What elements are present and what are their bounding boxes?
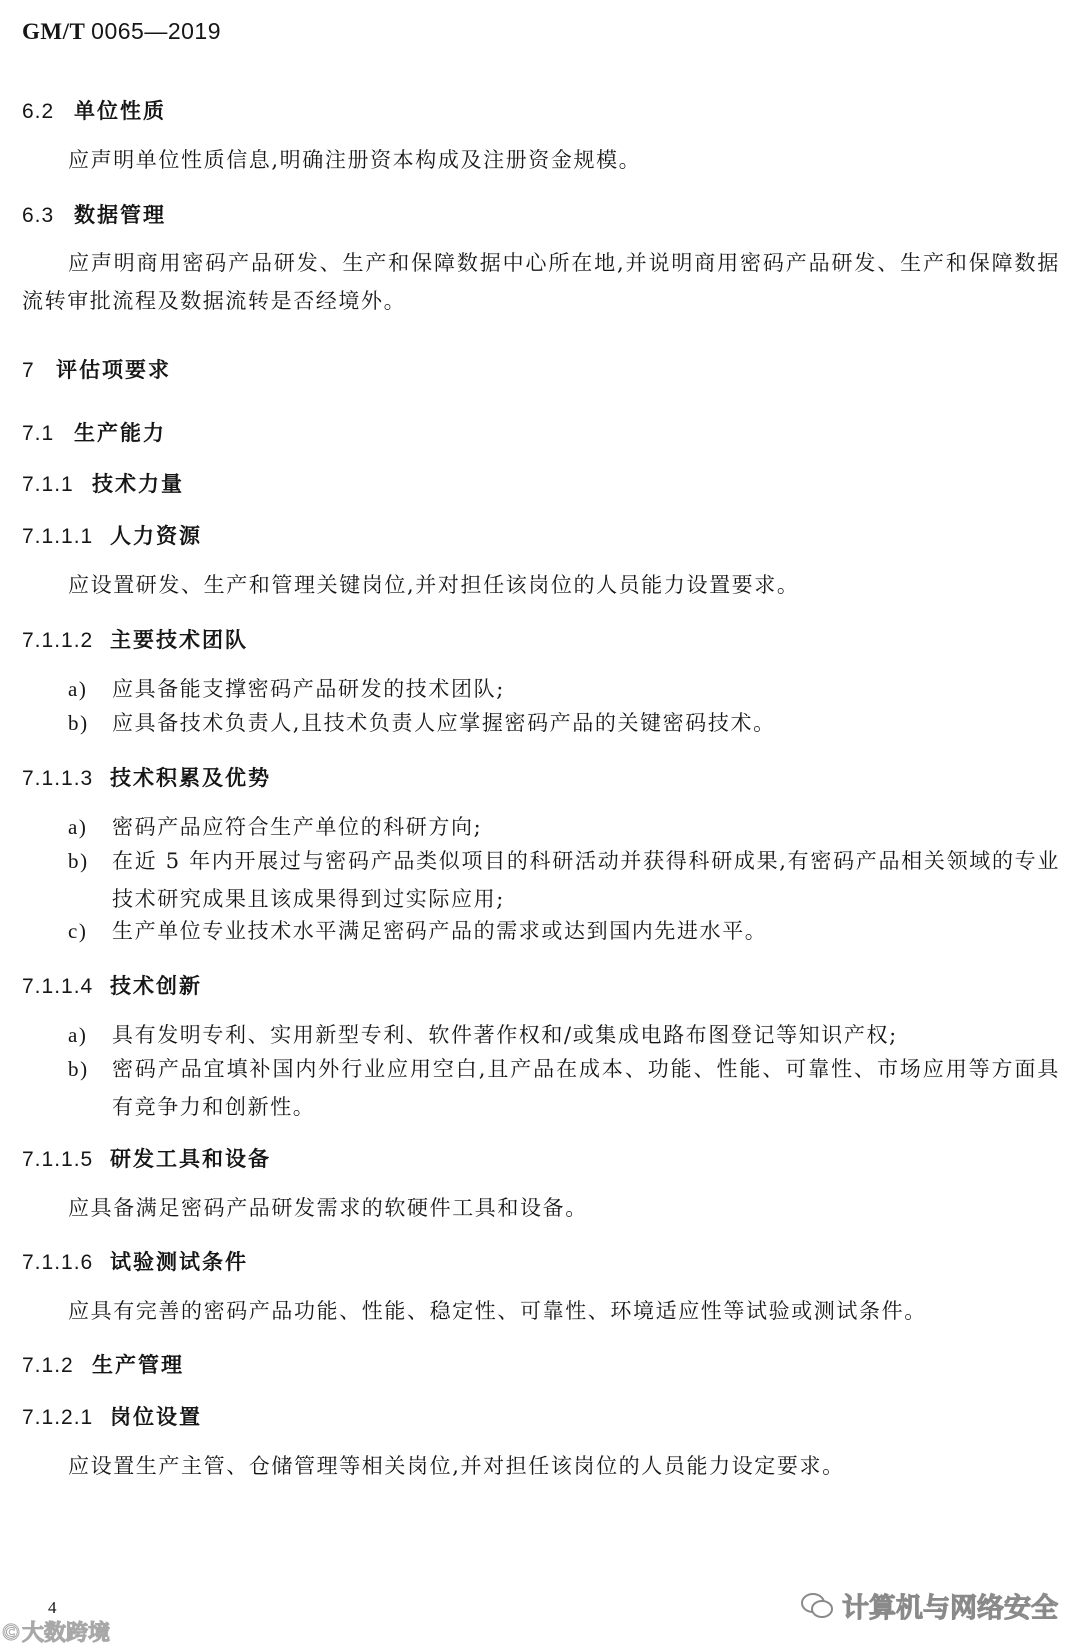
paragraph: 应设置生产主管、仓储管理等相关岗位,并对担任该岗位的人员能力设定要求。 [68, 1454, 845, 1478]
paragraph: 应设置研发、生产和管理关键岗位,并对担任该岗位的人员能力设置要求。 [68, 573, 800, 597]
list-item: c) 生产单位专业技术水平满足密码产品的需求或达到国内先进水平。 [68, 919, 768, 943]
list-item: a) 具有发明专利、实用新型专利、软件著作权和/或集成电路布图登记等知识产权; [68, 1023, 898, 1047]
document-code: GM/T 0065—2019 [22, 18, 222, 44]
section-heading-7-1-1-6: 7.1.1.6 试验测试条件 [22, 1249, 248, 1274]
watermark-left: ©大数跨境 [0, 1621, 111, 1646]
section-heading-7-1-1-3: 7.1.1.3 技术积累及优势 [22, 765, 271, 790]
section-heading-7-1-2-1: 7.1.2.1 岗位设置 [22, 1404, 202, 1429]
section-heading-7-1-1: 7.1.1 技术力量 [22, 471, 184, 496]
paragraph: 应具备满足密码产品研发需求的软硬件工具和设备。 [68, 1196, 588, 1220]
section-heading-6-3: 6.3 数据管理 [22, 202, 166, 227]
watermark-right: 计算机与网络安全 [800, 1586, 1058, 1625]
list-item: b) 应具备技术负责人,且技术负责人应掌握密码产品的关键密码技术。 [68, 711, 776, 735]
section-heading-7-1-1-5: 7.1.1.5 研发工具和设备 [22, 1146, 271, 1171]
section-heading-7-1-1-1: 7.1.1.1 人力资源 [22, 523, 202, 548]
page-number: 4 [48, 1598, 57, 1617]
list-item: b) 在近 5 年内开展过与密码产品类似项目的科研活动并获得科研成果,有密码产品相关领域的专业技术研究成果且该成果得到过实际应用; [68, 849, 1060, 911]
paragraph: 应具有完善的密码产品功能、性能、稳定性、可靠性、环境适应性等试验或测试条件。 [68, 1299, 927, 1323]
list-item: a) 应具备能支撑密码产品研发的技术团队; [68, 677, 505, 701]
section-heading-7: 7 评估项要求 [22, 357, 171, 382]
wechat-icon [800, 1591, 834, 1621]
paragraph: 应声明商用密码产品研发、生产和保障数据中心所在地,并说明商用密码产品研发、生产和保障数据流转审批流程及数据流转是否经境外。 [22, 251, 1060, 313]
section-heading-6-2: 6.2 单位性质 [22, 98, 166, 123]
section-heading-7-1-1-2: 7.1.1.2 主要技术团队 [22, 627, 248, 652]
section-heading-7-1-2: 7.1.2 生产管理 [22, 1352, 184, 1377]
list-item: b) 密码产品宜填补国内外行业应用空白,且产品在成本、功能、性能、可靠性、市场应用等方面具有竞争力和创新性。 [68, 1057, 1060, 1119]
section-heading-7-1: 7.1 生产能力 [22, 420, 166, 445]
paragraph: 应声明单位性质信息,明确注册资本构成及注册资金规模。 [68, 148, 642, 172]
section-heading-7-1-1-4: 7.1.1.4 技术创新 [22, 973, 202, 998]
list-item: a) 密码产品应符合生产单位的科研方向; [68, 815, 483, 839]
